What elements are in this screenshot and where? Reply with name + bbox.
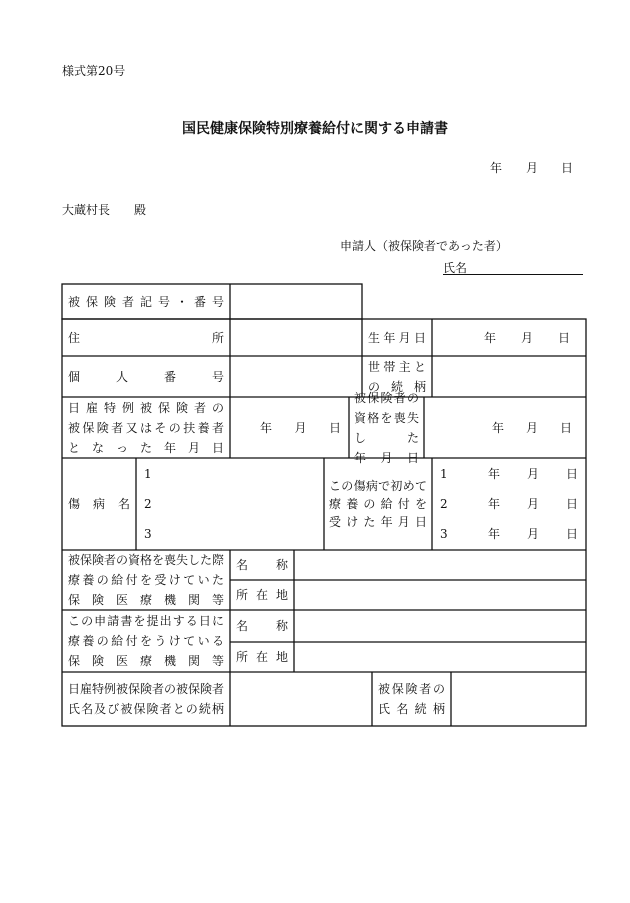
personal-number-label: 個 人 番 号 xyxy=(68,370,224,384)
current-institution-name-field[interactable] xyxy=(294,610,586,642)
current-institution-location-label: 所在地 xyxy=(236,650,288,664)
injury-name-label: 傷 病 名 xyxy=(68,497,130,511)
prev-institution-name-label: 名 称 xyxy=(236,558,288,572)
first-treatment-date-label: この傷病で初めて 療養の給付を 受けた年月日 xyxy=(329,479,427,529)
daily-insured-date-field[interactable]: 年 月 日 xyxy=(260,421,341,435)
insured-relation-field[interactable] xyxy=(451,672,586,726)
address-field[interactable] xyxy=(230,319,362,356)
date-month: 月 xyxy=(526,161,539,175)
address-label: 住 所 xyxy=(68,331,224,345)
first-treatment-date-fields[interactable]: 1 年 月 日 2 年 月 日 3 年 月 日 xyxy=(440,467,578,541)
applicant-name-label: 氏名 xyxy=(443,261,468,275)
personal-number-field[interactable] xyxy=(230,356,362,397)
current-institution-name-label: 名 称 xyxy=(236,619,288,633)
date-year: 年 xyxy=(490,161,503,175)
current-institution-label: この申請書を提出する日に 療養の給付をうけている 保険医療機関等 xyxy=(68,614,224,668)
injury-name-fields[interactable]: 1 2 3 xyxy=(144,467,152,541)
current-institution-location-field[interactable] xyxy=(294,642,586,672)
daily-insured-name-label: 日雇特例被保険者の被保険者 氏名及び被保険者との続柄 xyxy=(68,682,225,716)
form-number: 様式第20号 xyxy=(62,64,126,78)
daily-insured-name-field[interactable] xyxy=(230,672,372,726)
relation-to-head-field[interactable] xyxy=(432,356,586,397)
daily-insured-date-label: 日雇特例被保険者の 被保険者又はその扶養者 となった年月日 xyxy=(68,400,224,455)
insured-number-field[interactable] xyxy=(230,284,362,319)
loss-date-field[interactable]: 年 月 日 xyxy=(492,421,572,435)
prev-institution-label: 被保険者の資格を喪失した際 療養の給付を受けていた 保険医療機関等 xyxy=(68,553,225,607)
birthdate-field[interactable]: 年 月 日 xyxy=(484,331,570,345)
relation-to-head-label: 世帯主と の続柄 xyxy=(368,359,426,394)
insured-number-label: 被保険者記号・番号 xyxy=(68,294,224,309)
prev-institution-location-field[interactable] xyxy=(294,580,586,610)
loss-date-label: 被保険者の 資格を喪失した 年 月 日 xyxy=(354,390,419,465)
insured-relation-label: 被保険者の 氏名続柄 xyxy=(378,682,445,716)
prev-institution-name-field[interactable] xyxy=(294,550,586,580)
page-title: 国民健康保険特別療養給付に関する申請書 xyxy=(182,121,448,137)
date-day: 日 xyxy=(561,161,574,175)
applicant-label: 申請人（被保険者であった者） xyxy=(340,239,508,253)
birthdate-label: 生年月日 xyxy=(368,330,426,345)
addressee: 大蔵村長 殿 xyxy=(62,203,147,217)
prev-institution-location-label: 所在地 xyxy=(236,588,288,602)
